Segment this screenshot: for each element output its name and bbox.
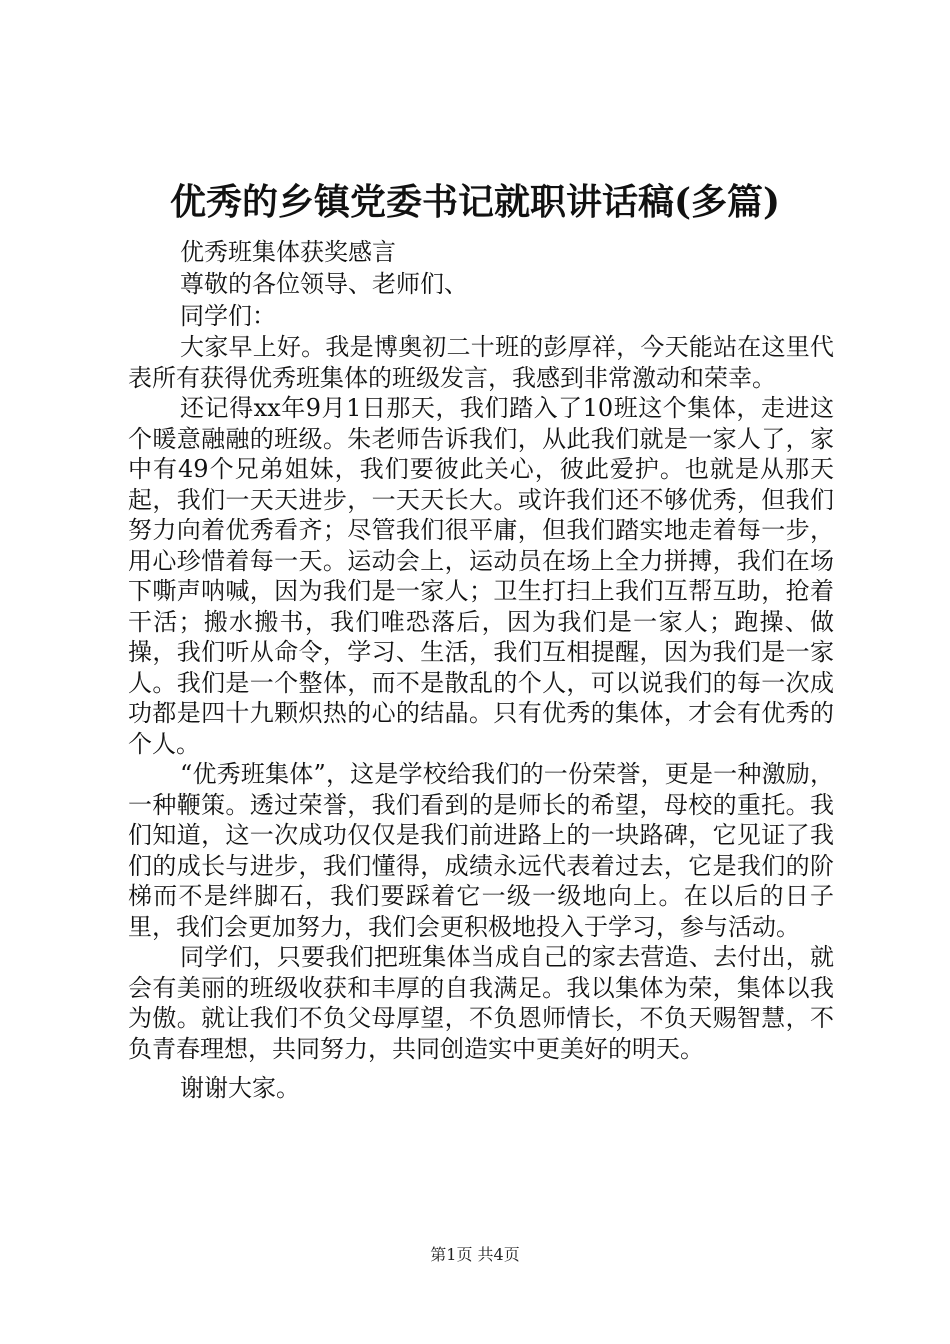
paragraph-3: “优秀班集体”，这是学校给我们的一份荣誉，更是一种激励，一种鞭策。透过荣誉，我们看到的是师长的希望，母校的重托。我们知道，这一次成功仅仅是我们前进路上的一块路碑，它见证了我们的成长与进步，我们懂得，成绩永远代表着过去，它是我们的阶梯而不是绊脚石，我们要踩着它一级一级地向上。在以后的日子里，我们会更加努力，我们会更积极地投入于学习，参与活动。 — [128, 760, 834, 941]
greeting-line-1: 尊敬的各位领导、老师们、 — [180, 270, 468, 298]
paragraph-1: 大家早上好。我是博奥初二十班的彭厚祥，今天能站在这里代表所有获得优秀班集体的班级发言，我感到非常激动和荣幸。 — [128, 333, 834, 392]
greeting-line-2: 同学们： — [180, 302, 276, 330]
paragraph-2: 还记得xx年9月1日那天，我们踏入了10班这个集体，走进这个暖意融融的班级。朱老师告诉我们，从此我们就是一家人了，家中有49个兄弟姐妹，我们要彼此关心，彼此爱护。也就是从那天起，我们一天天进步，一天天长大。或许我们还不够优秀，但我们努力向着优秀看齐；尽管我们很平庸，但我们踏实地走着每一步，用心珍惜着每一天。运动会上，运动员在场上全力拼搏，我们在场下嘶声呐喊，因为我们是一家人；卫生打扫上我们互帮互助，抢着干活；搬水搬书，我们唯恐落后，因为我们是一家人；跑操、做操，我们听从命令，学习、生活，我们互相提醒，因为我们是一家人。我们是一个整体，而不是散乱的个人，可以说我们的每一次成功都是四十九颗炽热的心的结晶。只有优秀的集体，才会有优秀的个人。 — [128, 394, 834, 758]
page-footer: 第1页 共4页 — [430, 1245, 520, 1264]
subtitle: 优秀班集体获奖感言 — [180, 238, 396, 266]
document-body — [128, 236, 834, 1104]
paragraph-4: 同学们，只要我们把班集体当成自己的家去营造、去付出，就会有美丽的班级收获和丰厚的自我满足。我以集体为荣，集体以我为傲。就让我们不负父母厚望，不负恩师情长，不负天赐智慧，不负青春理想，共同努力，共同创造实中更美好的明天。 — [128, 943, 834, 1063]
closing-line: 谢谢大家。 — [180, 1074, 300, 1102]
document-title: 优秀的乡镇党委书记就职讲话稿(多篇) — [169, 181, 781, 223]
